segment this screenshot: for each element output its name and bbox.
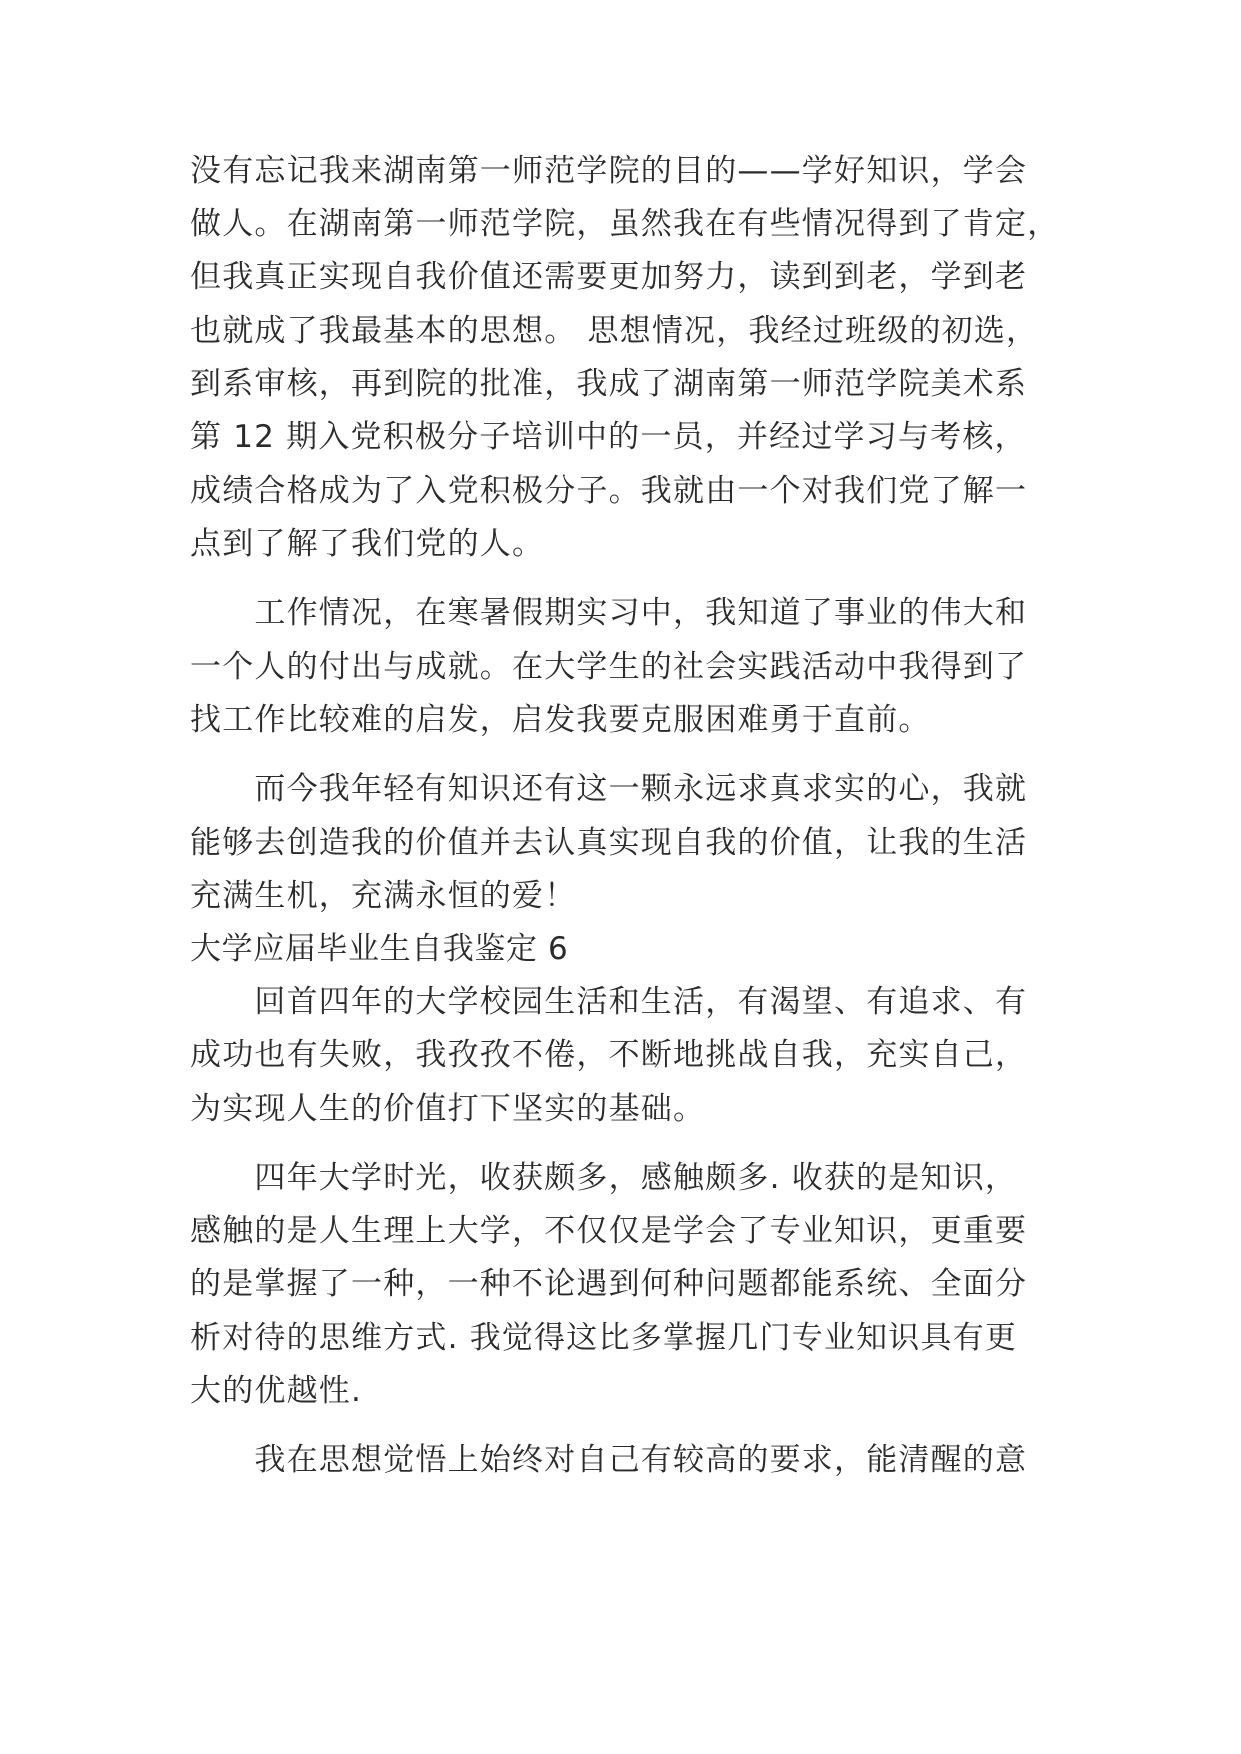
text-line: 一个人的付出与成就。在大学生的社会实践活动中我得到了 <box>190 649 1028 685</box>
text-line: 我在思想觉悟上始终对自己有较高的要求，能清醒的意 <box>190 1442 1028 1478</box>
text-line: 做人。在湖南第一师范学院，虽然我在有些情况得到了肯定， <box>190 206 1060 242</box>
text-line: 也就成了我最基本的思想。 思想情况，我经过班级的初选， <box>190 313 1039 349</box>
text-line: 析对待的思维方式. 我觉得这比多掌握几门专业知识具有更 <box>190 1320 1018 1356</box>
text-line: 能够去创造我的价值并去认真实现自我的价值，让我的生活 <box>190 825 1028 861</box>
text-line: 为实现人生的价值打下坚实的基础。 <box>190 1091 706 1127</box>
text-line: 回首四年的大学校园生活和生活，有渴望、有追求、有 <box>190 984 1028 1020</box>
text-line: 成功也有失败，我孜孜不倦，不断地挑战自我，充实自己， <box>190 1037 1028 1073</box>
text-line: 的是掌握了一种，一种不论遇到何种问题都能系统、全面分 <box>190 1266 1028 1302</box>
text-line: 工作情况，在寒暑假期实习中，我知道了事业的伟大和 <box>190 595 1028 631</box>
text-line: 找工作比较难的启发，启发我要克服困难勇于直前。 <box>190 702 931 738</box>
text-line: 大的优越性. <box>190 1373 363 1409</box>
text-line: 感触的是人生理上大学，不仅仅是学会了专业知识，更重要 <box>190 1213 1028 1249</box>
text-line: 成绩合格成为了入党积极分子。我就由一个对我们党了解一 <box>190 473 1028 509</box>
text-line: 第 12 期入党积极分子培训中的一员，并经过学习与考核， <box>190 419 1027 455</box>
text-line: 点到了解了我们党的人。 <box>190 526 545 562</box>
text-line: 没有忘记我来湖南第一师范学院的目的——学好知识，学会 <box>190 153 1028 189</box>
text-line: 到系审核，再到院的批准，我成了湖南第一师范学院美术系 <box>190 366 1028 402</box>
text-line: 而今我年轻有知识还有这一颗永远求真求实的心，我就 <box>190 771 1028 807</box>
text-line: 四年大学时光，收获颇多，感触颇多. 收获的是知识， <box>190 1160 1018 1196</box>
text-line: 充满生机，充满永恒的爱！ <box>190 878 577 914</box>
section-heading: 大学应届毕业生自我鉴定 6 <box>190 931 569 967</box>
text-line: 但我真正实现自我价值还需要更加努力，读到到老，学到老 <box>190 259 1028 295</box>
